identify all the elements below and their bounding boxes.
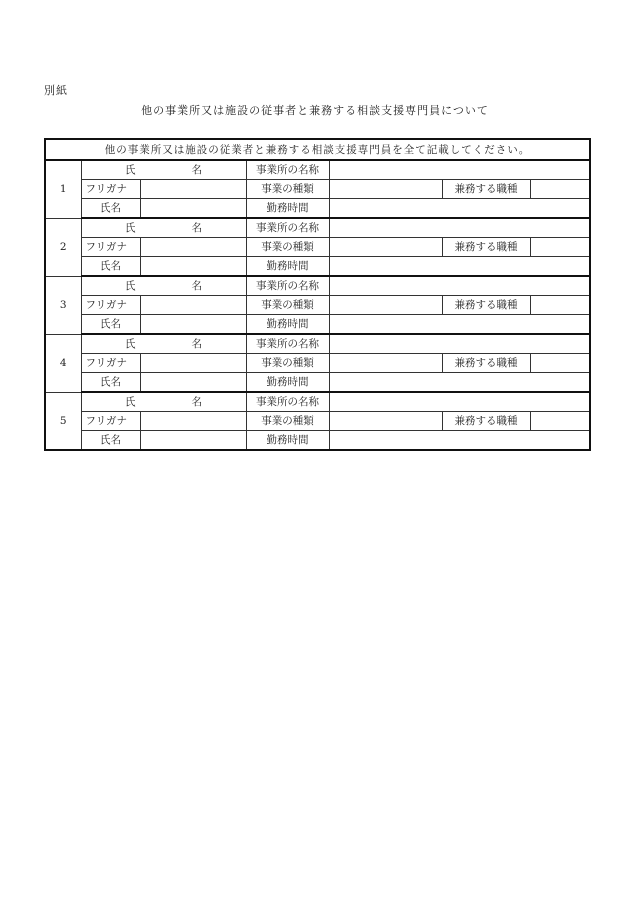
concurrent-job-label: 兼務する職種 xyxy=(442,296,530,315)
furigana-label: フリガナ xyxy=(81,238,140,257)
name-header-right: 名 xyxy=(191,222,202,234)
entry-number: 5 xyxy=(45,392,81,450)
work-hours-field[interactable] xyxy=(329,315,590,335)
full-name-label: 氏名 xyxy=(81,315,140,335)
furigana-field[interactable] xyxy=(140,412,246,431)
name-header-right: 名 xyxy=(191,338,202,350)
office-name-field[interactable] xyxy=(329,392,590,412)
entry-row-name xyxy=(45,218,590,238)
business-type-label: 事業の種類 xyxy=(246,238,329,257)
entry-row-name xyxy=(45,392,590,412)
business-type-field[interactable] xyxy=(329,412,442,431)
work-hours-label: 勤務時間 xyxy=(246,373,329,393)
office-name-label: 事業所の名称 xyxy=(246,334,329,354)
furigana-field[interactable] xyxy=(140,354,246,373)
business-type-field[interactable] xyxy=(329,238,442,257)
attachment-label: 別紙 xyxy=(44,84,68,97)
work-hours-field[interactable] xyxy=(329,431,590,451)
entry-row-furigana xyxy=(45,238,590,257)
name-header-left: 氏 xyxy=(125,338,136,350)
concurrent-job-field[interactable] xyxy=(530,238,590,257)
office-name-label: 事業所の名称 xyxy=(246,160,329,180)
full-name-field[interactable] xyxy=(140,199,246,219)
entry-number: 4 xyxy=(45,334,81,392)
full-name-field[interactable] xyxy=(140,373,246,393)
concurrent-job-field[interactable] xyxy=(530,180,590,199)
work-hours-field[interactable] xyxy=(329,199,590,219)
office-name-label: 事業所の名称 xyxy=(246,392,329,412)
entry-row-name xyxy=(45,160,590,180)
name-header-left: 氏 xyxy=(125,396,136,408)
entry-number: 2 xyxy=(45,218,81,276)
entry-row-fullname xyxy=(45,315,590,335)
name-header-left: 氏 xyxy=(125,164,136,176)
office-name-label: 事業所の名称 xyxy=(246,218,329,238)
office-name-field[interactable] xyxy=(329,218,590,238)
concurrent-staff-table xyxy=(44,138,591,451)
entry-number: 3 xyxy=(45,276,81,334)
office-name-field[interactable] xyxy=(329,276,590,296)
name-header-left: 氏 xyxy=(125,222,136,234)
name-header xyxy=(81,276,246,296)
entry-row-furigana xyxy=(45,412,590,431)
work-hours-field[interactable] xyxy=(329,373,590,393)
concurrent-job-field[interactable] xyxy=(530,354,590,373)
business-type-field[interactable] xyxy=(329,296,442,315)
name-header xyxy=(81,334,246,354)
name-header-right: 名 xyxy=(191,164,202,176)
table-instruction: 他の事業所又は施設の従業者と兼務する相談支援専門員を全て記載してください。 xyxy=(45,139,590,160)
entry-number: 1 xyxy=(45,160,81,218)
name-header-left: 氏 xyxy=(125,280,136,292)
name-header-right: 名 xyxy=(191,280,202,292)
business-type-label: 事業の種類 xyxy=(246,180,329,199)
furigana-label: フリガナ xyxy=(81,354,140,373)
full-name-label: 氏名 xyxy=(81,257,140,277)
full-name-label: 氏名 xyxy=(81,373,140,393)
page-title: 他の事業所又は施設の従事者と兼務する相談支援専門員について xyxy=(141,104,489,117)
work-hours-field[interactable] xyxy=(329,257,590,277)
full-name-field[interactable] xyxy=(140,257,246,277)
concurrent-job-label: 兼務する職種 xyxy=(442,180,530,199)
full-name-field[interactable] xyxy=(140,315,246,335)
business-type-field[interactable] xyxy=(329,354,442,373)
name-header xyxy=(81,392,246,412)
entry-row-fullname xyxy=(45,199,590,219)
furigana-field[interactable] xyxy=(140,238,246,257)
work-hours-label: 勤務時間 xyxy=(246,431,329,451)
name-header xyxy=(81,218,246,238)
furigana-label: フリガナ xyxy=(81,296,140,315)
entry-row-furigana xyxy=(45,354,590,373)
full-name-label: 氏名 xyxy=(81,431,140,451)
entry-row-fullname xyxy=(45,431,590,451)
furigana-label: フリガナ xyxy=(81,412,140,431)
office-name-field[interactable] xyxy=(329,334,590,354)
entry-row-furigana xyxy=(45,180,590,199)
name-header xyxy=(81,160,246,180)
office-name-field[interactable] xyxy=(329,160,590,180)
work-hours-label: 勤務時間 xyxy=(246,199,329,219)
concurrent-job-label: 兼務する職種 xyxy=(442,412,530,431)
full-name-field[interactable] xyxy=(140,431,246,451)
entry-row-furigana xyxy=(45,296,590,315)
business-type-field[interactable] xyxy=(329,180,442,199)
full-name-label: 氏名 xyxy=(81,199,140,219)
furigana-field[interactable] xyxy=(140,296,246,315)
office-name-label: 事業所の名称 xyxy=(246,276,329,296)
name-header-right: 名 xyxy=(191,396,202,408)
business-type-label: 事業の種類 xyxy=(246,412,329,431)
work-hours-label: 勤務時間 xyxy=(246,257,329,277)
entry-row-fullname xyxy=(45,373,590,393)
concurrent-job-label: 兼務する職種 xyxy=(442,238,530,257)
work-hours-label: 勤務時間 xyxy=(246,315,329,335)
business-type-label: 事業の種類 xyxy=(246,354,329,373)
furigana-field[interactable] xyxy=(140,180,246,199)
furigana-label: フリガナ xyxy=(81,180,140,199)
entry-row-name xyxy=(45,276,590,296)
business-type-label: 事業の種類 xyxy=(246,296,329,315)
entry-row-name xyxy=(45,334,590,354)
concurrent-job-field[interactable] xyxy=(530,412,590,431)
concurrent-job-field[interactable] xyxy=(530,296,590,315)
entry-row-fullname xyxy=(45,257,590,277)
concurrent-job-label: 兼務する職種 xyxy=(442,354,530,373)
